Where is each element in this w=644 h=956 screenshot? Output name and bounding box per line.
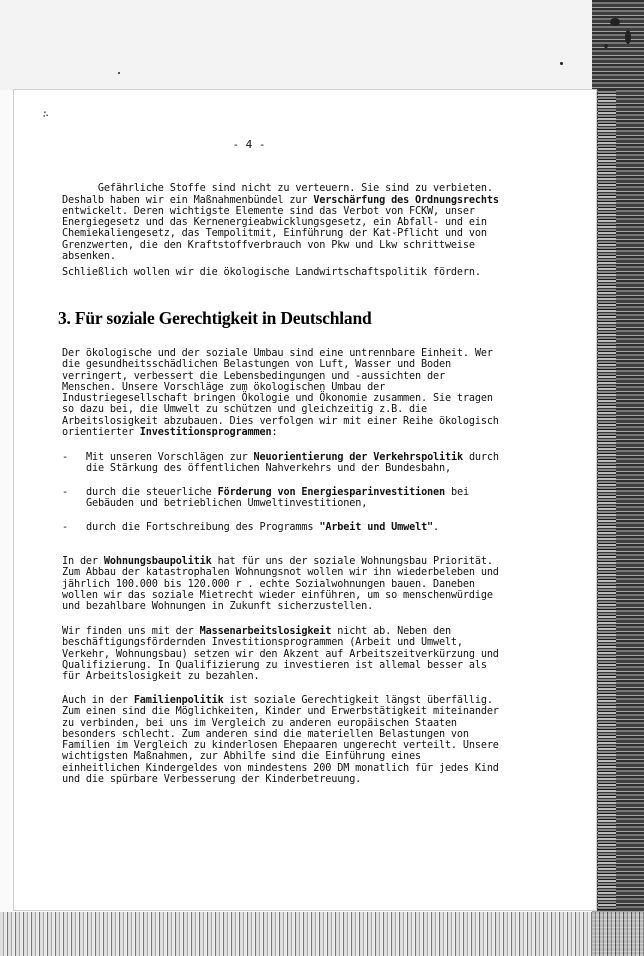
bullet-text-bold: "Arbeit und Umwelt" [319, 522, 434, 533]
family-paragraph [62, 695, 542, 785]
corner-ink-mark: ∴ [41, 108, 50, 121]
section-paragraph-1 [62, 348, 542, 438]
family-pre: Auch in der [62, 695, 134, 706]
bullet-text [86, 487, 556, 510]
section-p1-end: : [271, 427, 278, 439]
housing-bold: Wohnungsbaupolitik [103, 556, 212, 567]
list-item [62, 522, 562, 536]
background-sheet [0, 0, 644, 90]
bullet-text-bold: Förderung von Energiesparinvestitionen [217, 487, 446, 498]
unemployment-bold: Massenarbeitslosigkeit [199, 626, 332, 637]
scan-edge-bottom [0, 912, 644, 956]
unemployment-post: nicht ab. Neben den beschäftigungsfördernden Investitionsprogrammen (Arbeit und Umwelt, Verkehr, Wohnungsbau) setzen wir den Akzent auf Arbeitszeitverkürzung und Qualifizierung. In Qualifizierung zu investieren ist allemal besser als für Arbeitslosigkeit zu bezahlen. [62, 626, 499, 683]
unemployment-pre: Wir finden uns mit der [62, 626, 200, 637]
intro-paragraph [62, 172, 532, 274]
section-heading: 3. Für soziale Gerechtigkeit in Deutschland [58, 308, 372, 328]
bullet-text-pre: Mit unseren Vorschlägen zur [86, 452, 254, 463]
bullet-dash: - [62, 487, 68, 498]
bullet-text-post: . [433, 522, 440, 533]
bullet-dash: - [62, 452, 68, 463]
bullet-text [86, 452, 556, 475]
unemployment-paragraph [62, 626, 542, 682]
list-item [62, 452, 562, 476]
intro-paragraph-2: Schließlich wollen wir die ökologische Landwirtschaftspolitik fördern. [62, 267, 481, 278]
bullet-text [86, 522, 556, 533]
bullet-text-pre: durch die Fortschreibung des Programms [86, 522, 320, 533]
intro-line-1: Gefährliche Stoffe sind nicht zu verteuern. Sie sind zu verbieten. [97, 183, 493, 195]
speckle [604, 44, 608, 48]
document-sheet [14, 90, 596, 910]
housing-paragraph [62, 556, 542, 612]
section-p1-bold: Investitionsprogrammen [139, 427, 272, 439]
section-p1-main: Der ökologische und der soziale Umbau sind eine untrennbare Einheit. Wer die gesundheitsschädlichen Belastungen von Luft, Wasser und Boden verringert, verbessert die Lebensbedingungen und -aussichten der Menschen. Unsere Vorschläge zum ökologischen Umbau der Industriegesellschaft bringen Ökologie und Ökonomie zusammen. Sie tragen so dazu bei, die Umwelt zu schützen und gleichzeitig z.B. die Arbeitslosigkeit abzubauen. Dies verfolgen wir mit einer Reihe ökologisch orientierter [62, 348, 499, 439]
housing-pre: In der [62, 556, 104, 567]
speckle [610, 18, 620, 26]
speckle [625, 30, 631, 44]
scan-edge-right-inner [598, 90, 616, 910]
speckle [560, 62, 563, 65]
bullet-text-post: durch die Stärkung des öffentlichen Nahverkehrs und der Bundesbahn, [86, 452, 499, 475]
intro-bold-term: Verschärfung des Ordnungsrechts [313, 194, 499, 206]
bullet-text-post: bei Gebäuden und betrieblichen Umweltinvestitionen, [86, 487, 469, 510]
intro-line-2: Deshalb haben wir ein Maßnahmenbündel zur [62, 194, 314, 206]
intro-rest: entwickelt. Deren wichtigste Elemente sind das Verbot von FCKW, unser Energiegesetz und das Kernenergieabwicklungsgesetz, ein Abfall- und ein Chemiekaliengesetz, das Tempolitmit, Einführung der Kat-Pflicht und von Grenzwerten, die den Kraftstoffverbrauch von Pkw und Lkw schrittweise absenken. [62, 205, 487, 263]
bullet-text-bold: Neuorientierung der Verkehrspolitik [253, 452, 463, 463]
bullet-text-pre: durch die steuerliche [86, 487, 218, 498]
family-post: ist soziale Gerechtigkeit längst überfällig. Zum einen sind die Möglichkeiten, Kinder und Erwerbstätigkeit miteinander zu verbinden, bei uns im Vergleich zu anderen europäischen Staaten besonders schlecht. Zum anderen sind die materiellen Belastungen von Familien im Vergleich zu kinderlosen Ehepaaren ungerecht verteilt. Unsere wichtigsten Maßnahmen, zur Abhilfe sind die Einführung eines einheitlichen Kindergeldes von mindestens 200 DM monatlich für jedes Kind und die spürbare Verbesserung der Kinderbetreuung. [62, 695, 499, 786]
list-item [62, 487, 562, 511]
bullet-dash: - [62, 522, 68, 533]
page-number: - 4 - [232, 138, 266, 151]
housing-post: hat für uns der soziale Wohnungsbau Priorität. Zum Abbau der katastrophalen Wohnungsnot wollen wir ihn wiederbeleben und jährlich 100.000 bis 120.000 r . echte Sozialwohnungen bauen. Daneben wollen wir das soziale Mietrecht wieder einführen, um so menschenwürdige und bezahlbare Wohnungen in Zukunft sicherzustellen. [62, 556, 499, 613]
speckle [118, 72, 120, 74]
family-bold: Familienpolitik [133, 695, 224, 706]
